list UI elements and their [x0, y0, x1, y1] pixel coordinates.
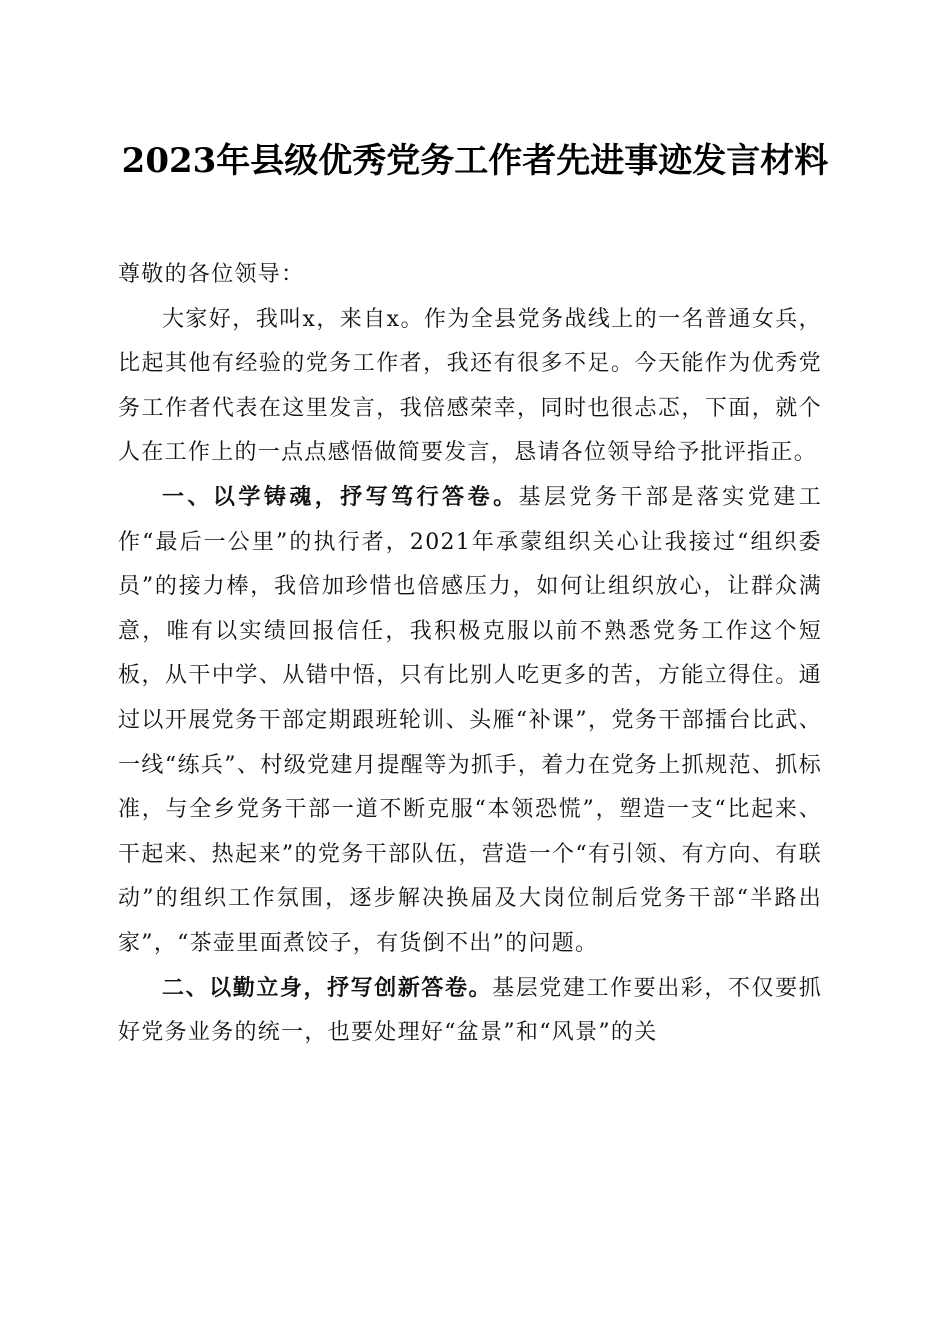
section-1-text: 基层党务干部是落实党建工作“最后一公里”的执行者，2021年承蒙组织关心让我接过“组织委员”的接力棒，我倍加珍惜也倍感压力，如何让组织放心，让群众满意，唯有以实绩回报信任，我积极克服以前不熟悉党务工作这个短板，从干中学、从错中悟，只有比别人吃更多的苦，方能立得住。通过以开展党务干部定期跟班轮训、头雁“补课”，党务干部擂台比武、一线“练兵”、村级党建月提醒等为抓手，着力在党务上抓规范、抓标准，与全乡党务干部一道不断克服“本领恐慌”，塑造一支“比起来、干起来、热起来”的党务干部队伍，营造一个“有引领、有方向、有联动”的组织工作氛围，逐步解决换届及大岗位制后党务干部“半路出家”，“茶壶里面煮饺子，有货倒不出”的问题。 — [118, 484, 822, 956]
section-2-text: 基层党建工作要出彩，不仅要抓好党务业务的统一，也要处理好“盆景”和“风景”的关 — [118, 975, 822, 1046]
section-1-heading: 一、以学铸魂，抒写笃行答卷。 — [162, 484, 519, 510]
document-body — [118, 253, 822, 1056]
salutation: 尊敬的各位领导： — [118, 262, 305, 287]
document-title: 2023年县级优秀党务工作者先进事迹发言材料 — [121, 141, 829, 181]
section-2-heading: 二、以勤立身，抒写创新答卷。 — [162, 975, 493, 1001]
intro-paragraph: 大家好，我叫x，来自x。作为全县党务战线上的一名普通女兵，比起其他有经验的党务工作者，我还有很多不足。今天能作为优秀党务工作者代表在这里发言，我倍感荣幸，同时也很忐忑，下面，就个人在工作上的一点点感悟做简要发言，恳请各位领导给予批评指正。 — [118, 306, 822, 466]
section-1-paragraph — [118, 476, 822, 967]
section-2-paragraph — [118, 967, 822, 1056]
